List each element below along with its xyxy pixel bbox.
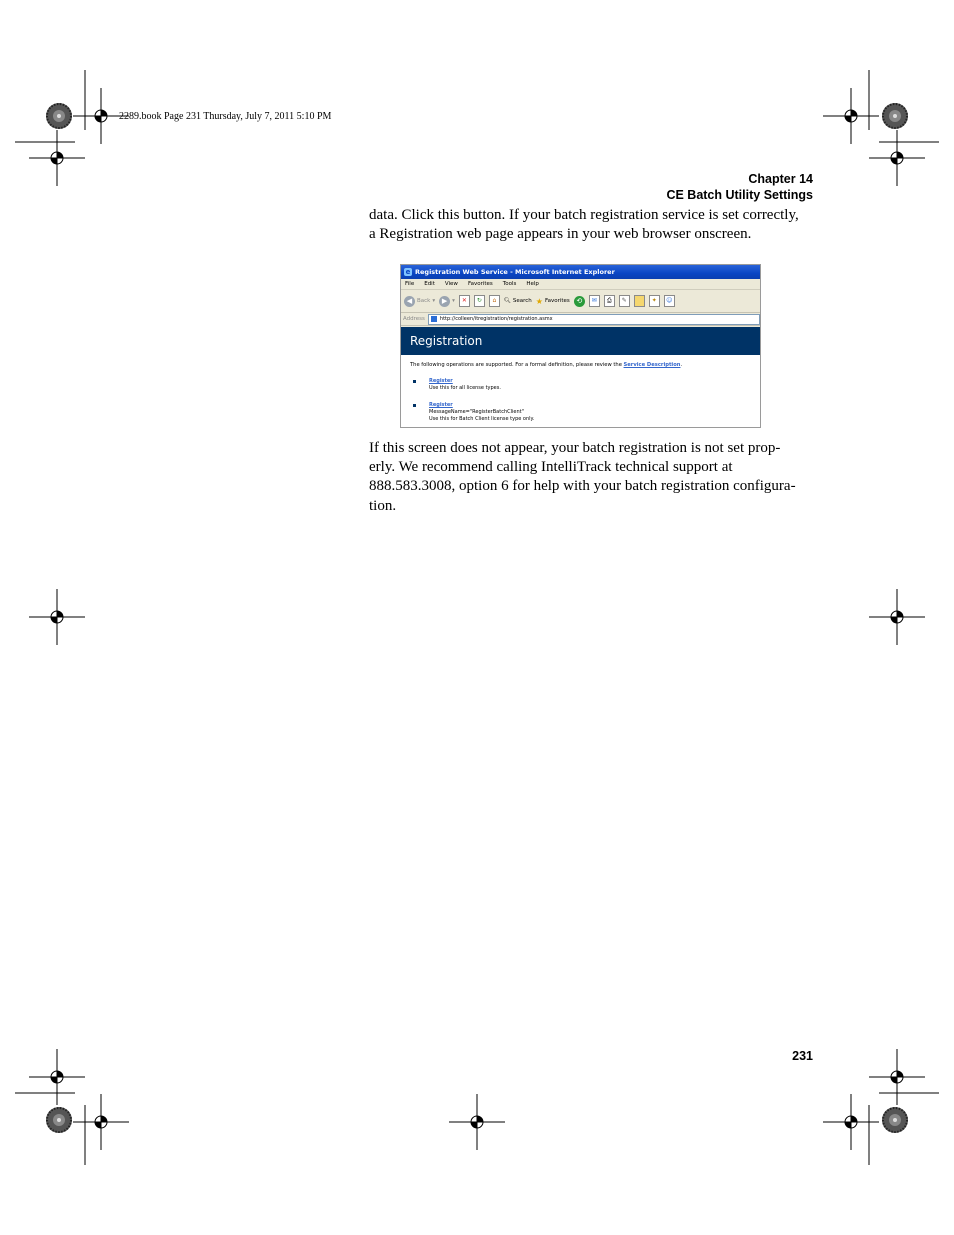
registration-banner: Registration [401, 327, 760, 355]
address-bar [401, 313, 760, 326]
back-arrow-icon: ◀ [404, 296, 415, 307]
chevron-down-icon: ▾ [452, 298, 455, 304]
chapter-heading: Chapter 14 [748, 172, 813, 186]
star-icon: ★ [535, 296, 543, 306]
section-heading: CE Batch Utility Settings [666, 188, 813, 202]
search-icon: 🔍︎ [503, 298, 511, 304]
operation-description: Use this for Batch Client license type only. [429, 416, 535, 422]
paragraph-line: data. Click this button. If your batch registration service is set correctly, [369, 207, 799, 223]
menu-favorites[interactable]: Favorites [467, 281, 493, 287]
paragraph-line: 888.583.3008, option 6 for help with your batch registration configura- [369, 478, 796, 495]
stop-icon[interactable]: ✕ [459, 295, 470, 307]
register-link[interactable]: Register [429, 378, 453, 384]
register-batch-link[interactable]: Register [429, 402, 453, 408]
menu-tools[interactable]: Tools [502, 281, 517, 287]
paragraph-intro [369, 206, 819, 244]
address-label: Address [403, 316, 425, 322]
discuss-icon[interactable] [634, 295, 645, 307]
refresh-icon[interactable]: ↻ [474, 295, 485, 307]
operations-intro: The following operations are supported. For a formal definition, please review the Service Description. [410, 362, 683, 368]
browser-screenshot [400, 264, 761, 428]
home-icon[interactable]: ⌂ [489, 295, 500, 307]
history-icon[interactable]: ⟲ [574, 296, 585, 307]
page-number: 231 [792, 1049, 813, 1063]
browser-toolbar [401, 290, 760, 313]
operation-item [413, 402, 713, 423]
favorites-button[interactable]: ★ Favorites [535, 296, 570, 306]
operation-description: Use this for all license types. [429, 385, 501, 391]
paragraph-line: a Registration web page appears in your web browser onscreen. [369, 226, 752, 243]
browser-content [401, 327, 760, 427]
operation-message-name: MessageName="RegisterBatchClient" [429, 409, 524, 415]
forward-arrow-icon: ▶ [439, 296, 450, 307]
edit-icon[interactable]: ✎ [619, 295, 630, 307]
back-button[interactable]: ◀ Back ▾ [404, 296, 435, 307]
service-description-link[interactable]: Service Description [623, 362, 681, 368]
bullet-icon [413, 380, 416, 383]
chevron-down-icon: ▾ [432, 298, 436, 304]
paragraph-line: erly. We recommend calling IntelliTrack technical support at [369, 459, 733, 476]
browser-titlebar [401, 265, 760, 279]
operation-item [413, 378, 713, 392]
mail-icon[interactable]: ✉ [589, 295, 600, 307]
address-url: http://colleen/itregistration/registration.asmx [439, 316, 553, 322]
paragraph-support [369, 439, 819, 516]
paragraph-line: If this screen does not appear, your batch registration is not set prop- [369, 440, 781, 456]
print-slug: 2289.book Page 231 Thursday, July 7, 2011 5:10 PM [119, 111, 332, 122]
menu-file[interactable]: File [405, 281, 415, 287]
menu-edit[interactable]: Edit [424, 281, 435, 287]
ie-logo-icon: e [405, 268, 411, 276]
browser-menubar [401, 279, 760, 290]
bullet-icon [413, 404, 416, 407]
messenger-icon[interactable]: ☺ [664, 295, 675, 307]
address-input[interactable] [428, 314, 760, 325]
print-icon[interactable]: ⎙ [604, 295, 615, 307]
menu-view[interactable]: View [444, 281, 458, 287]
paragraph-line: tion. [369, 497, 397, 514]
page-icon [431, 316, 437, 322]
search-button[interactable]: 🔍︎ Search [503, 298, 532, 304]
research-icon[interactable]: ✦ [649, 295, 660, 307]
forward-button[interactable] [439, 296, 455, 307]
browser-title: Registration Web Service - Microsoft Internet Explorer [415, 268, 615, 276]
menu-help[interactable]: Help [526, 281, 539, 287]
